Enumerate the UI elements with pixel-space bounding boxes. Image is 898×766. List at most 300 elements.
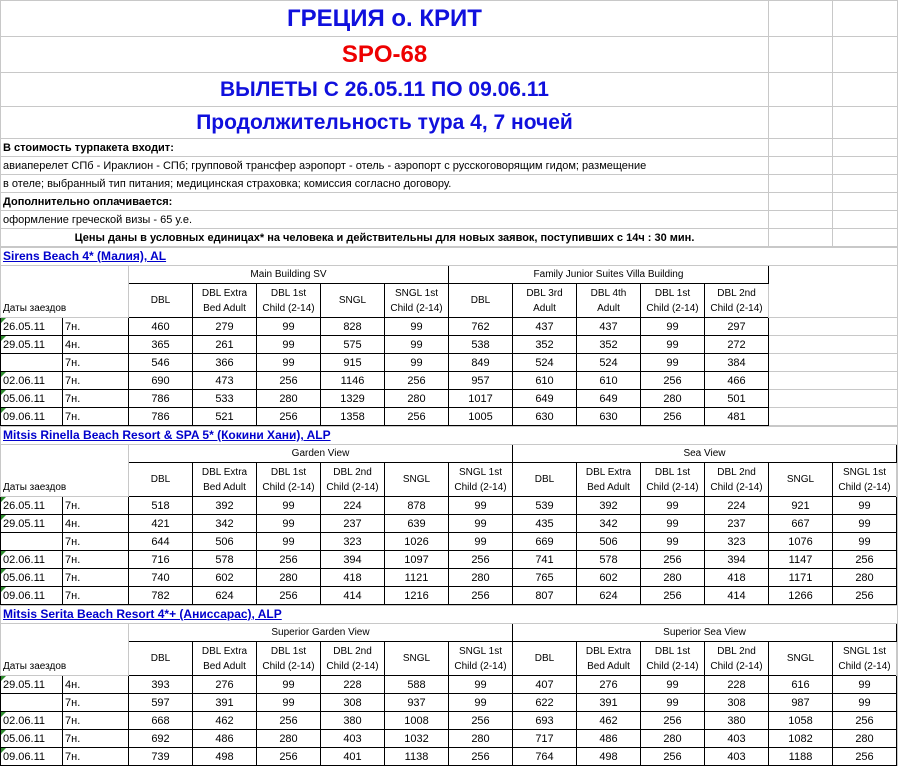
price-cell: 256 bbox=[257, 408, 321, 426]
price-cell: 630 bbox=[577, 408, 641, 426]
price-cell: 342 bbox=[193, 515, 257, 533]
column-header bbox=[321, 463, 385, 497]
price-cell: 506 bbox=[577, 533, 641, 551]
price-cell: 99 bbox=[385, 336, 449, 354]
table-row bbox=[1, 336, 898, 354]
price-cell: 762 bbox=[449, 318, 513, 336]
price-cell: 280 bbox=[641, 390, 705, 408]
price-cell: 740 bbox=[129, 569, 193, 587]
column-header bbox=[769, 463, 833, 497]
price-cell: 1188 bbox=[769, 748, 833, 766]
includes-heading: В стоимость турпакета входит: bbox=[1, 139, 769, 157]
column-header-line1: DBL bbox=[470, 295, 491, 306]
column-header-line1: DBL 2nd bbox=[333, 645, 372, 657]
room-group-header: Superior Garden View bbox=[129, 624, 513, 642]
price-cell: 649 bbox=[577, 390, 641, 408]
column-header-line2: Child (2-14) bbox=[646, 302, 699, 314]
price-cell: 99 bbox=[257, 676, 321, 694]
column-header bbox=[385, 284, 449, 318]
price-cell: 384 bbox=[705, 354, 769, 372]
column-header-line2: Child (2-14) bbox=[326, 660, 379, 672]
price-cell: 878 bbox=[385, 497, 449, 515]
price-cell: 256 bbox=[641, 408, 705, 426]
price-cell: 1005 bbox=[449, 408, 513, 426]
price-cell: 256 bbox=[641, 372, 705, 390]
column-header bbox=[385, 642, 449, 676]
price-cell: 99 bbox=[641, 336, 705, 354]
price-cell: 437 bbox=[577, 318, 641, 336]
price-cell: 575 bbox=[321, 336, 385, 354]
price-cell: 437 bbox=[513, 318, 577, 336]
column-header bbox=[833, 463, 897, 497]
price-cell: 498 bbox=[193, 748, 257, 766]
arrival-date: 29.05.11 bbox=[1, 676, 63, 694]
hotel-table bbox=[0, 247, 898, 426]
column-header-line2: Child (2-14) bbox=[262, 302, 315, 314]
extra-text: оформление греческой визы - 65 у.е. bbox=[1, 211, 769, 229]
duration: 4н. bbox=[63, 336, 129, 354]
price-cell: 380 bbox=[705, 712, 769, 730]
duration: 7н. bbox=[63, 408, 129, 426]
price-cell: 403 bbox=[705, 748, 769, 766]
price-cell: 280 bbox=[641, 569, 705, 587]
price-cell: 610 bbox=[513, 372, 577, 390]
price-cell: 578 bbox=[193, 551, 257, 569]
duration: 4н. bbox=[63, 515, 129, 533]
price-cell: 280 bbox=[449, 730, 513, 748]
price-cell: 256 bbox=[257, 551, 321, 569]
column-header-line2: Bed Adult bbox=[203, 481, 246, 493]
column-header-line1: DBL 1st bbox=[654, 287, 691, 299]
column-header-line1: SNGL bbox=[786, 474, 815, 485]
arrival-date bbox=[1, 533, 63, 551]
table-row bbox=[1, 372, 898, 390]
column-header bbox=[385, 463, 449, 497]
column-header-line2: Child (2-14) bbox=[646, 481, 699, 493]
title-country: ГРЕЦИЯ о. КРИТ bbox=[1, 1, 769, 37]
price-cell: 578 bbox=[577, 551, 641, 569]
price-cell: 690 bbox=[129, 372, 193, 390]
price-cell: 256 bbox=[257, 587, 321, 605]
price-cell: 1017 bbox=[449, 390, 513, 408]
includes-text-1: авиаперелет СПб - Ираклион - СПб; групповой трансфер аэропорт - отель - аэропорт с русскоговорящим гидом; размещение bbox=[1, 157, 769, 175]
column-header-line1: DBL Extra bbox=[201, 466, 248, 478]
room-group-header: Superior Sea View bbox=[513, 624, 897, 642]
price-cell: 366 bbox=[193, 354, 257, 372]
title-block bbox=[0, 0, 898, 247]
price-cell: 99 bbox=[385, 318, 449, 336]
column-header-line2: Bed Adult bbox=[203, 302, 246, 314]
duration: 7н. bbox=[63, 748, 129, 766]
column-header bbox=[449, 463, 513, 497]
arrival-date: 02.06.11 bbox=[1, 551, 63, 569]
price-cell: 297 bbox=[705, 318, 769, 336]
title-duration: Продолжительность тура 4, 7 ночей bbox=[1, 107, 769, 139]
dates-label: Даты заездов bbox=[1, 266, 129, 318]
price-cell: 546 bbox=[129, 354, 193, 372]
duration: 7н. bbox=[63, 497, 129, 515]
price-cell: 693 bbox=[513, 712, 577, 730]
price-cell: 644 bbox=[129, 533, 193, 551]
price-cell: 624 bbox=[193, 587, 257, 605]
column-header-line1: DBL 4th bbox=[590, 287, 627, 299]
column-header bbox=[129, 284, 193, 318]
price-cell: 1171 bbox=[769, 569, 833, 587]
column-header-line1: DBL 1st bbox=[270, 645, 307, 657]
price-cell: 602 bbox=[193, 569, 257, 587]
column-header bbox=[257, 642, 321, 676]
column-header-line2: Child (2-14) bbox=[454, 660, 507, 672]
hotel-table bbox=[0, 426, 898, 605]
price-cell: 256 bbox=[385, 372, 449, 390]
column-header bbox=[449, 284, 513, 318]
price-cell: 256 bbox=[257, 712, 321, 730]
price-cell: 256 bbox=[257, 372, 321, 390]
dates-label: Даты заездов bbox=[1, 445, 129, 497]
price-cell: 987 bbox=[769, 694, 833, 712]
arrival-date: 29.05.11 bbox=[1, 515, 63, 533]
price-cell: 506 bbox=[193, 533, 257, 551]
column-header-line1: SNGL 1st bbox=[459, 645, 502, 657]
arrival-date: 09.06.11 bbox=[1, 408, 63, 426]
room-group-header: Main Building SV bbox=[129, 266, 449, 284]
column-header-line1: DBL bbox=[150, 295, 171, 306]
price-cell: 99 bbox=[257, 533, 321, 551]
price-cell: 716 bbox=[129, 551, 193, 569]
price-cell: 782 bbox=[129, 587, 193, 605]
column-header bbox=[129, 463, 193, 497]
price-cell: 418 bbox=[705, 569, 769, 587]
duration: 7н. bbox=[63, 730, 129, 748]
price-cell: 786 bbox=[129, 408, 193, 426]
price-cell: 256 bbox=[833, 551, 897, 569]
column-header-line2: Adult bbox=[597, 302, 620, 314]
duration: 7н. bbox=[63, 569, 129, 587]
price-cell: 937 bbox=[385, 694, 449, 712]
price-cell: 99 bbox=[449, 533, 513, 551]
price-cell: 610 bbox=[577, 372, 641, 390]
table-row bbox=[1, 712, 898, 730]
table-row bbox=[1, 390, 898, 408]
price-cell: 1138 bbox=[385, 748, 449, 766]
price-cell: 524 bbox=[513, 354, 577, 372]
price-cell: 460 bbox=[129, 318, 193, 336]
price-cell: 308 bbox=[321, 694, 385, 712]
column-header-line1: DBL bbox=[534, 653, 555, 664]
title-spo: SPO-68 bbox=[1, 37, 769, 73]
price-cell: 99 bbox=[449, 497, 513, 515]
column-header-line1: DBL 1st bbox=[654, 645, 691, 657]
price-cell: 256 bbox=[641, 587, 705, 605]
price-cell: 518 bbox=[129, 497, 193, 515]
table-row bbox=[1, 408, 898, 426]
price-cell: 276 bbox=[577, 676, 641, 694]
price-cell: 668 bbox=[129, 712, 193, 730]
duration: 7н. bbox=[63, 390, 129, 408]
price-cell: 403 bbox=[321, 730, 385, 748]
table-row bbox=[1, 748, 898, 766]
price-cell: 256 bbox=[833, 712, 897, 730]
price-cell: 256 bbox=[449, 748, 513, 766]
price-cell: 630 bbox=[513, 408, 577, 426]
arrival-date: 02.06.11 bbox=[1, 372, 63, 390]
duration: 7н. bbox=[63, 533, 129, 551]
price-cell: 256 bbox=[449, 587, 513, 605]
column-header bbox=[641, 463, 705, 497]
price-cell: 741 bbox=[513, 551, 577, 569]
price-cell: 669 bbox=[513, 533, 577, 551]
price-cell: 365 bbox=[129, 336, 193, 354]
column-header bbox=[321, 642, 385, 676]
column-header-line1: SNGL bbox=[402, 474, 431, 485]
price-cell: 280 bbox=[641, 730, 705, 748]
price-cell: 1076 bbox=[769, 533, 833, 551]
title-dates: ВЫЛЕТЫ С 26.05.11 ПО 09.06.11 bbox=[1, 73, 769, 107]
price-cell: 99 bbox=[257, 318, 321, 336]
price-cell: 481 bbox=[705, 408, 769, 426]
hotel-name-link[interactable]: Mitsis Rinella Beach Resort & SPA 5* (Кокини Хани), ALP bbox=[3, 428, 331, 442]
column-header-line2: Child (2-14) bbox=[710, 660, 763, 672]
column-header-line1: SNGL 1st bbox=[459, 466, 502, 478]
duration: 7н. bbox=[63, 587, 129, 605]
price-cell: 99 bbox=[833, 694, 897, 712]
price-cell: 466 bbox=[705, 372, 769, 390]
price-cell: 228 bbox=[321, 676, 385, 694]
column-header bbox=[513, 463, 577, 497]
duration: 7н. bbox=[63, 318, 129, 336]
price-cell: 391 bbox=[193, 694, 257, 712]
price-cell: 280 bbox=[833, 569, 897, 587]
column-header-line1: DBL 3rd bbox=[526, 287, 563, 299]
arrival-date: 05.06.11 bbox=[1, 730, 63, 748]
extra-heading: Дополнительно оплачивается: bbox=[1, 193, 769, 211]
column-header-line2: Child (2-14) bbox=[262, 660, 315, 672]
price-cell: 421 bbox=[129, 515, 193, 533]
price-cell: 228 bbox=[705, 676, 769, 694]
arrival-date: 09.06.11 bbox=[1, 748, 63, 766]
column-header-line2: Bed Adult bbox=[203, 660, 246, 672]
column-header bbox=[705, 642, 769, 676]
column-header bbox=[577, 463, 641, 497]
column-header-line1: DBL 1st bbox=[270, 466, 307, 478]
duration: 7н. bbox=[63, 372, 129, 390]
column-header-line2: Child (2-14) bbox=[390, 302, 443, 314]
price-cell: 501 bbox=[705, 390, 769, 408]
column-header-line2: Bed Adult bbox=[587, 660, 630, 672]
column-header bbox=[193, 463, 257, 497]
price-cell: 1121 bbox=[385, 569, 449, 587]
price-cell: 667 bbox=[769, 515, 833, 533]
price-cell: 921 bbox=[769, 497, 833, 515]
column-header-line2: Child (2-14) bbox=[838, 660, 891, 672]
price-cell: 380 bbox=[321, 712, 385, 730]
price-cell: 99 bbox=[833, 497, 897, 515]
arrival-date: 09.06.11 bbox=[1, 587, 63, 605]
price-cell: 462 bbox=[193, 712, 257, 730]
price-cell: 1058 bbox=[769, 712, 833, 730]
column-header-line2: Child (2-14) bbox=[326, 481, 379, 493]
price-cell: 597 bbox=[129, 694, 193, 712]
column-header-line1: DBL 1st bbox=[270, 287, 307, 299]
price-cell: 1097 bbox=[385, 551, 449, 569]
arrival-date bbox=[1, 354, 63, 372]
price-cell: 1329 bbox=[321, 390, 385, 408]
price-cell: 392 bbox=[577, 497, 641, 515]
includes-text-2: в отеле; выбранный тип питания; медицинская страховка; комиссия согласно договору. bbox=[1, 175, 769, 193]
room-group-header: Sea View bbox=[513, 445, 897, 463]
price-cell: 99 bbox=[257, 515, 321, 533]
price-cell: 622 bbox=[513, 694, 577, 712]
table-row bbox=[1, 533, 898, 551]
price-cell: 414 bbox=[321, 587, 385, 605]
price-cell: 342 bbox=[577, 515, 641, 533]
duration: 7н. bbox=[63, 551, 129, 569]
price-cell: 498 bbox=[577, 748, 641, 766]
column-header bbox=[769, 642, 833, 676]
table-row bbox=[1, 318, 898, 336]
price-cell: 1146 bbox=[321, 372, 385, 390]
duration: 4н. bbox=[63, 676, 129, 694]
price-cell: 256 bbox=[833, 587, 897, 605]
column-header-line1: DBL 2nd bbox=[717, 466, 756, 478]
price-cell: 649 bbox=[513, 390, 577, 408]
column-header-line2: Bed Adult bbox=[587, 481, 630, 493]
price-cell: 1008 bbox=[385, 712, 449, 730]
price-cell: 280 bbox=[257, 390, 321, 408]
column-header-line1: DBL 2nd bbox=[717, 645, 756, 657]
price-cell: 323 bbox=[321, 533, 385, 551]
column-header bbox=[705, 463, 769, 497]
price-cell: 391 bbox=[577, 694, 641, 712]
price-cell: 849 bbox=[449, 354, 513, 372]
price-cell: 99 bbox=[385, 354, 449, 372]
column-header-line1: DBL 2nd bbox=[333, 466, 372, 478]
price-cell: 323 bbox=[705, 533, 769, 551]
price-cell: 99 bbox=[257, 694, 321, 712]
column-header-line1: SNGL 1st bbox=[843, 466, 886, 478]
dates-label: Даты заездов bbox=[1, 624, 129, 676]
column-header-line1: DBL 2nd bbox=[717, 287, 756, 299]
price-cell: 521 bbox=[193, 408, 257, 426]
price-cell: 828 bbox=[321, 318, 385, 336]
column-header bbox=[257, 463, 321, 497]
column-header-line2: Child (2-14) bbox=[710, 481, 763, 493]
hotel-tables bbox=[0, 247, 897, 766]
price-cell: 539 bbox=[513, 497, 577, 515]
price-cell: 352 bbox=[513, 336, 577, 354]
column-header bbox=[193, 642, 257, 676]
price-cell: 786 bbox=[129, 390, 193, 408]
price-cell: 224 bbox=[705, 497, 769, 515]
price-cell: 418 bbox=[321, 569, 385, 587]
column-header bbox=[577, 642, 641, 676]
column-header-line1: DBL bbox=[534, 474, 555, 485]
column-header-line1: SNGL 1st bbox=[395, 287, 438, 299]
column-header bbox=[705, 284, 769, 318]
price-cell: 414 bbox=[705, 587, 769, 605]
column-header-line2: Child (2-14) bbox=[710, 302, 763, 314]
column-header-line2: Adult bbox=[533, 302, 556, 314]
column-header-line2: Child (2-14) bbox=[262, 481, 315, 493]
price-cell: 237 bbox=[705, 515, 769, 533]
price-cell: 915 bbox=[321, 354, 385, 372]
price-cell: 256 bbox=[449, 551, 513, 569]
price-cell: 624 bbox=[577, 587, 641, 605]
price-cell: 280 bbox=[257, 730, 321, 748]
price-cell: 99 bbox=[641, 533, 705, 551]
table-row bbox=[1, 569, 898, 587]
price-cell: 99 bbox=[449, 694, 513, 712]
column-header-line1: DBL Extra bbox=[201, 287, 248, 299]
price-cell: 99 bbox=[449, 676, 513, 694]
column-header-line1: SNGL bbox=[338, 295, 367, 306]
price-cell: 807 bbox=[513, 587, 577, 605]
price-cell: 99 bbox=[833, 533, 897, 551]
price-cell: 352 bbox=[577, 336, 641, 354]
hotel-name-link[interactable]: Sirens Beach 4* (Малия), AL bbox=[3, 249, 167, 263]
price-cell: 256 bbox=[641, 748, 705, 766]
column-header-line1: SNGL bbox=[786, 653, 815, 664]
column-header-line1: DBL Extra bbox=[585, 645, 632, 657]
price-cell: 256 bbox=[385, 408, 449, 426]
price-cell: 692 bbox=[129, 730, 193, 748]
price-cell: 99 bbox=[833, 515, 897, 533]
price-cell: 401 bbox=[321, 748, 385, 766]
price-cell: 524 bbox=[577, 354, 641, 372]
room-group-header: Garden View bbox=[129, 445, 513, 463]
column-header-line1: DBL bbox=[150, 653, 171, 664]
price-cell: 280 bbox=[833, 730, 897, 748]
price-cell: 99 bbox=[641, 497, 705, 515]
price-cell: 588 bbox=[385, 676, 449, 694]
price-cell: 486 bbox=[577, 730, 641, 748]
arrival-date: 26.05.11 bbox=[1, 318, 63, 336]
table-row bbox=[1, 730, 898, 748]
price-cell: 1216 bbox=[385, 587, 449, 605]
price-cell: 261 bbox=[193, 336, 257, 354]
column-header bbox=[513, 642, 577, 676]
column-header bbox=[513, 284, 577, 318]
column-header bbox=[193, 284, 257, 318]
price-note: Цены даны в условных единицах* на человека и действительны для новых заявок, поступивших с 14ч : 30 мин. bbox=[1, 229, 769, 247]
price-cell: 435 bbox=[513, 515, 577, 533]
price-cell: 764 bbox=[513, 748, 577, 766]
price-cell: 279 bbox=[193, 318, 257, 336]
price-cell: 739 bbox=[129, 748, 193, 766]
price-cell: 394 bbox=[321, 551, 385, 569]
column-header-line2: Child (2-14) bbox=[454, 481, 507, 493]
price-cell: 99 bbox=[449, 515, 513, 533]
price-cell: 1266 bbox=[769, 587, 833, 605]
hotel-name-link[interactable]: Mitsis Serita Beach Resort 4*+ (Аниссарас), ALP bbox=[3, 607, 282, 621]
price-cell: 256 bbox=[449, 712, 513, 730]
price-cell: 538 bbox=[449, 336, 513, 354]
column-header-line1: SNGL 1st bbox=[843, 645, 886, 657]
price-cell: 407 bbox=[513, 676, 577, 694]
price-cell: 394 bbox=[705, 551, 769, 569]
room-group-header: Family Junior Suites Villa Building bbox=[449, 266, 769, 284]
table-row bbox=[1, 354, 898, 372]
price-cell: 272 bbox=[705, 336, 769, 354]
price-cell: 280 bbox=[257, 569, 321, 587]
price-cell: 462 bbox=[577, 712, 641, 730]
price-cell: 280 bbox=[385, 390, 449, 408]
column-header-line1: DBL 1st bbox=[654, 466, 691, 478]
arrival-date: 26.05.11 bbox=[1, 497, 63, 515]
price-cell: 224 bbox=[321, 497, 385, 515]
price-cell: 473 bbox=[193, 372, 257, 390]
price-cell: 486 bbox=[193, 730, 257, 748]
